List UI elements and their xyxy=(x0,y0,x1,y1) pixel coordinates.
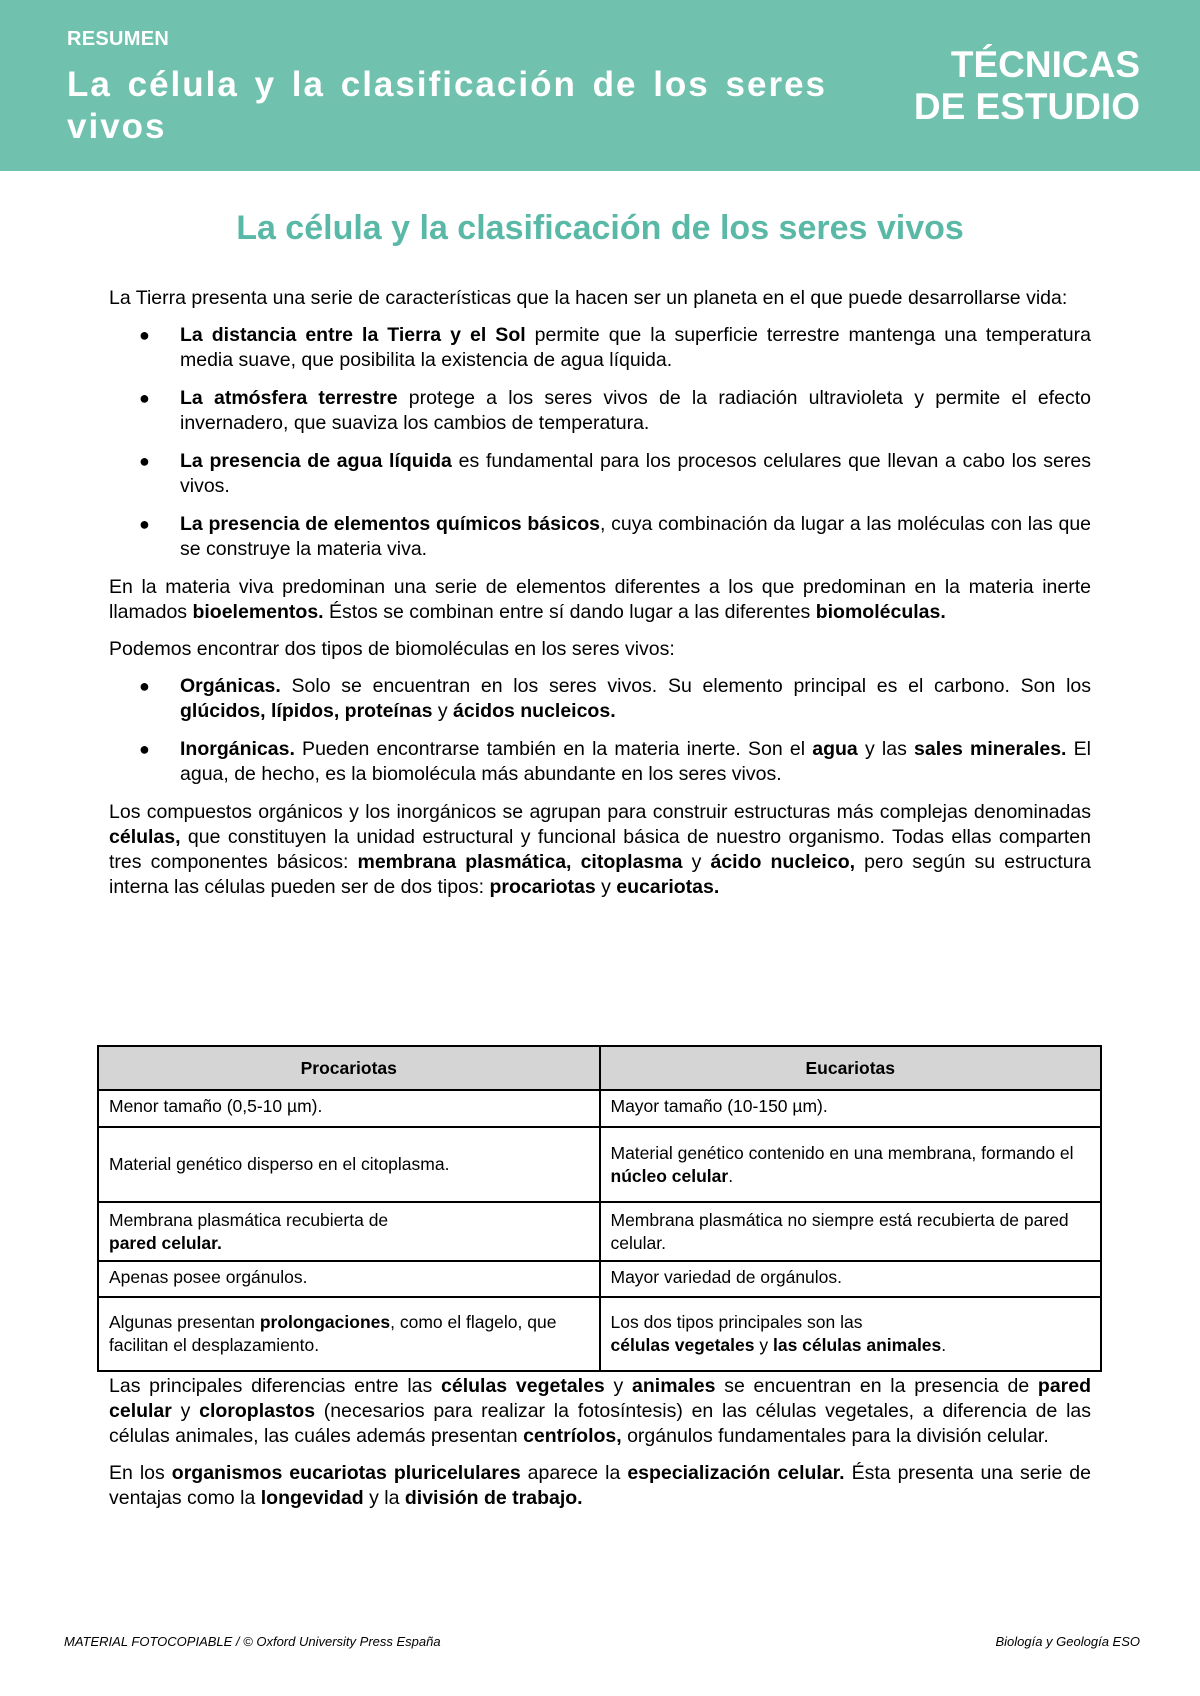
column-header-eucariotas: Eucariotas xyxy=(600,1046,1102,1090)
document-title: La célula y la clasificación de los seres vivos xyxy=(236,209,964,247)
list-item-text: , cuya combinación da lugar a las moléculas con las que se construye la materia viva. xyxy=(180,513,1092,560)
header-title: La célula y la clasificación de los seres vivos xyxy=(67,65,827,146)
list-item-text: protege a los seres vivos de la radiación ultravioleta y permite el efecto invernadero, que suaviza los cambios de temperatura. xyxy=(180,387,1091,434)
table-cell: Membrana plasmática recubierta de pared celular. xyxy=(98,1202,600,1261)
main-content xyxy=(109,286,1091,912)
table-row xyxy=(98,1202,1101,1261)
table-row xyxy=(98,1261,1101,1297)
section-label-line2: DE ESTUDIO xyxy=(913,86,1140,127)
section-label xyxy=(820,44,1140,128)
table-cell: Mayor tamaño (10-150 µm). xyxy=(600,1090,1102,1127)
bullet-icon: ● xyxy=(139,514,150,534)
header-banner xyxy=(0,0,1200,171)
table-row xyxy=(98,1127,1101,1202)
comparison-table xyxy=(97,1045,1102,1372)
table-cell: Material genético disperso en el citoplasma. xyxy=(98,1127,600,1202)
list-item-bold: La distancia entre la Tierra y el Sol xyxy=(180,324,526,346)
table-cell: Material genético contenido en una membrana, formando el núcleo celular. xyxy=(600,1127,1102,1202)
column-header-procariotas: Procariotas xyxy=(98,1046,600,1090)
biomoleculas-list xyxy=(109,674,1091,787)
footer-copyright: MATERIAL FOTOCOPIABLE / © Oxford University Press España xyxy=(64,1634,441,1649)
bullet-icon: ● xyxy=(139,739,150,759)
list-item-bold: La atmósfera terrestre xyxy=(180,387,398,409)
table-header-row xyxy=(98,1046,1101,1090)
section-label-line1: TÉCNICAS xyxy=(950,44,1140,85)
table-cell: Los dos tipos principales son las células vegetales y las células animales. xyxy=(600,1297,1102,1371)
list-item-text: es fundamental para los procesos celulares que llevan a cabo los seres vivos. xyxy=(180,450,1091,497)
list-item: ● Orgánicas. Solo se encuentran en los seres vivos. Su elemento principal es el carbono. Son los glúcidos, lípidos, proteínas y ácidos nucleicos. xyxy=(139,675,1091,722)
intro-paragraph: La Tierra presenta una serie de características que la hacen ser un planeta en el que puede desarrollarse vida: xyxy=(109,287,1068,309)
list-item-bold: La presencia de agua líquida xyxy=(180,450,452,472)
list-item: ● Inorgánicas. Pueden encontrarse también en la materia inerte. Son el agua y las sales minerales. El agua, de hecho, es la biomolécula más abundante en los seres vivos. xyxy=(139,738,1092,785)
list-item xyxy=(109,386,1091,436)
bullet-icon: ● xyxy=(139,388,150,408)
list-item xyxy=(109,512,1091,562)
table-cell: Algunas presentan prolongaciones, como el flagelo, que facilitan el desplazamiento. xyxy=(98,1297,600,1371)
table-row xyxy=(98,1090,1101,1127)
biomoleculas-types-paragraph: Podemos encontrar dos tipos de biomoléculas en los seres vivos: xyxy=(109,638,675,660)
table-cell: Menor tamaño (0,5-10 µm). xyxy=(98,1090,600,1127)
list-item-text: permite que la superficie terrestre mantenga una temperatura media suave, que posibilita la existencia de agua líquida. xyxy=(180,324,1091,371)
bullet-icon: ● xyxy=(139,676,150,696)
table-cell: Membrana plasmática no siempre está recubierta de pared celular. xyxy=(600,1202,1102,1261)
table-row xyxy=(98,1297,1101,1371)
differences-paragraph: Las principales diferencias entre las células vegetales y animales se encuentran en la presencia de pared celular y cloroplastos (necesarios para realizar la fotosíntesis) en las células vegetales, a diferencia de las células animales, las cuáles además presentan centríolos, orgánulos fundamentales para la división celular. xyxy=(109,1375,1092,1447)
list-item xyxy=(109,449,1091,499)
list-item xyxy=(109,323,1091,373)
table-cell: Mayor variedad de orgánulos. xyxy=(600,1261,1102,1297)
conditions-list xyxy=(109,323,1091,562)
bioelementos-paragraph: En la materia viva predominan una serie de elementos diferentes a los que predominan en la materia inerte llamados bioelementos. Éstos se combinan entre sí dando lugar a las diferentes biomoléculas. xyxy=(109,576,1091,623)
closing-content xyxy=(109,1374,1091,1523)
list-item-bold: La presencia de elementos químicos básicos xyxy=(180,513,600,535)
footer-subject: Biología y Geología ESO xyxy=(995,1634,1140,1649)
specialization-paragraph: En los organismos eucariotas pluricelulares aparece la especialización celular. Ésta presenta una serie de ventajas como la longevidad y la división de trabajo. xyxy=(109,1462,1091,1509)
bullet-icon: ● xyxy=(139,325,150,345)
celulas-paragraph: Los compuestos orgánicos y los inorgánicos se agrupan para construir estructuras más complejas denominadas células, que constituyen la unidad estructural y funcional básica de nuestro organismo. Todas ellas comparten tres componentes básicos: membrana plasmática, citoplasma y ácido nucleico, pero según su estructura interna las células pueden ser de dos tipos: procariotas y eucariotas. xyxy=(109,801,1091,898)
bullet-icon: ● xyxy=(139,451,150,471)
table-cell: Apenas posee orgánulos. xyxy=(98,1261,600,1297)
header-kicker: RESUMEN xyxy=(67,28,170,50)
